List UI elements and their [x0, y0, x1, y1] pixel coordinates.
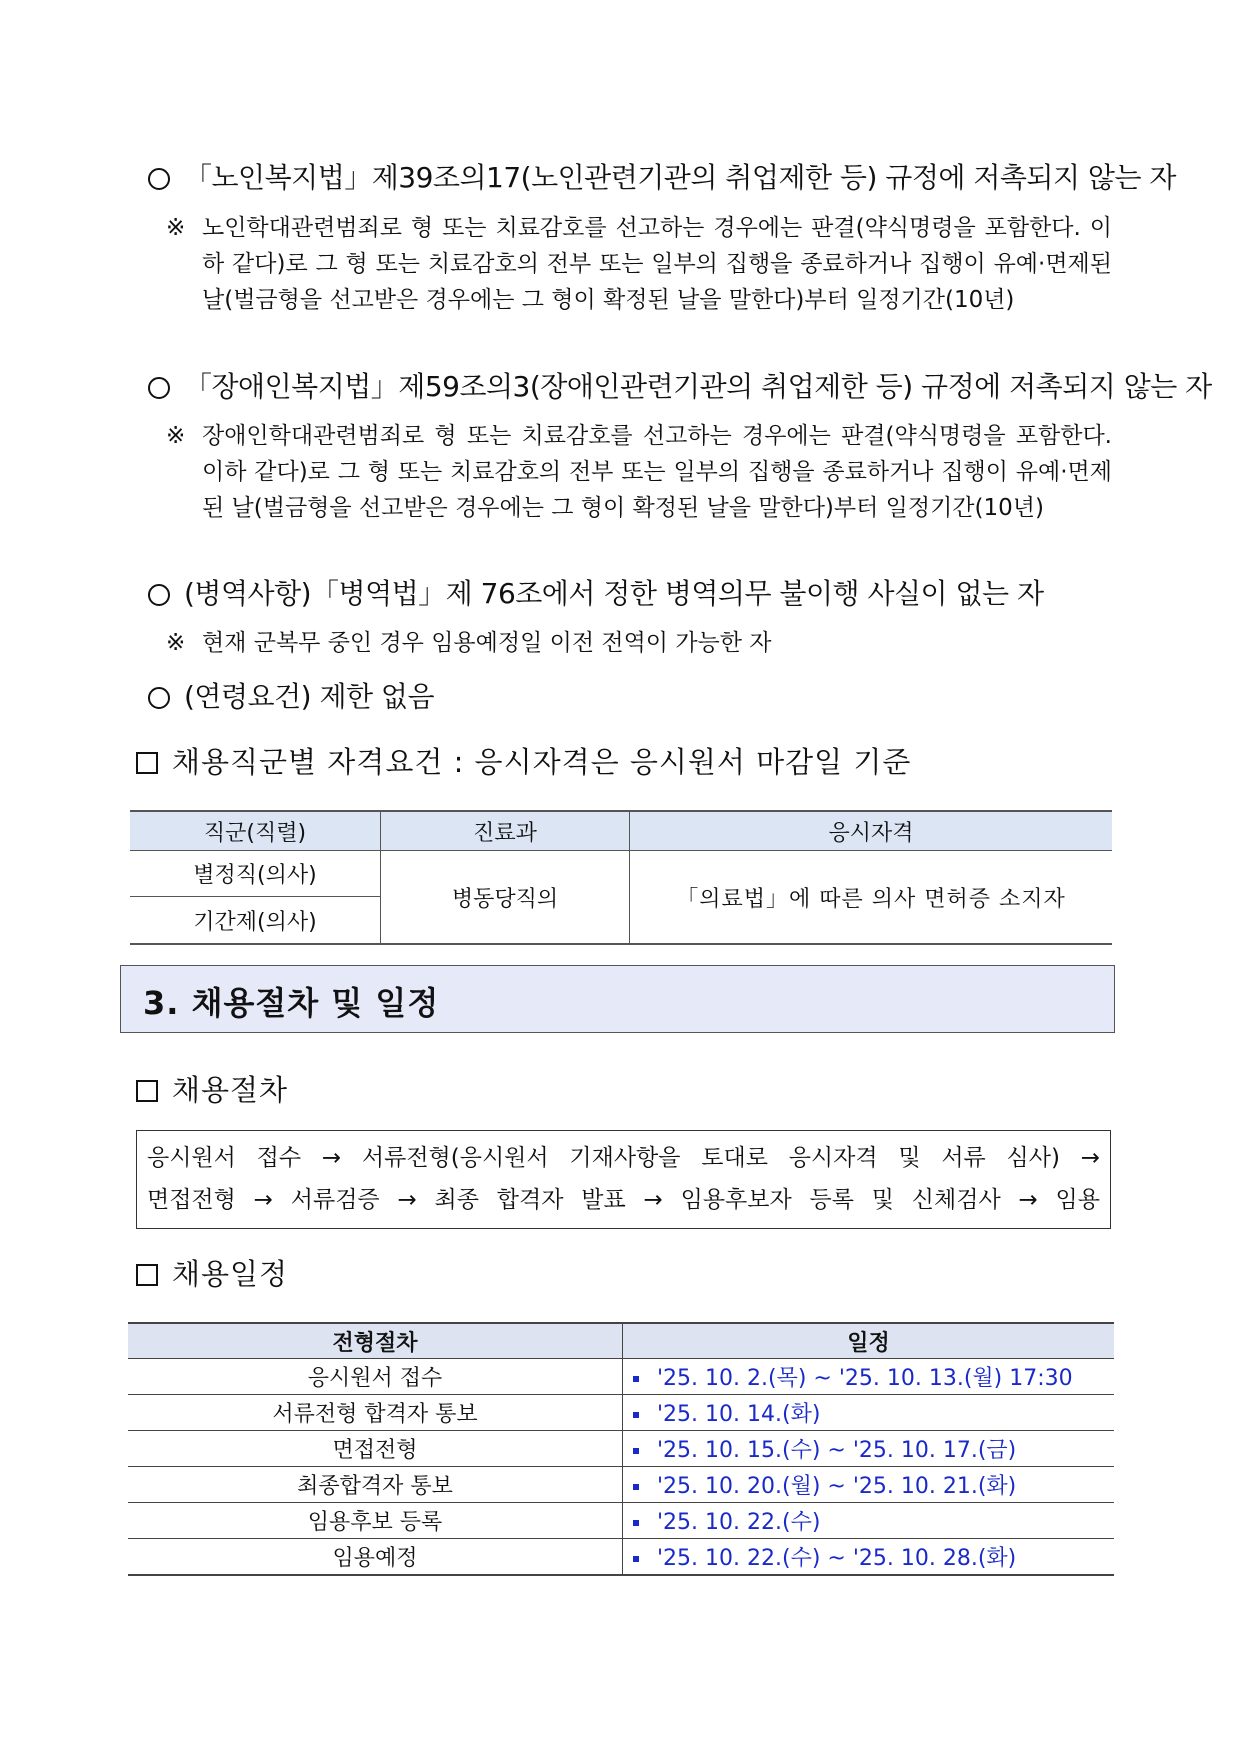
- square-bullet-icon: [633, 1376, 639, 1382]
- step-cell: 응시원서 접수: [128, 1359, 623, 1395]
- job-cell: 기간제(의사): [193, 909, 317, 935]
- table-header-row: [130, 811, 1112, 851]
- step-cell: 임용예정: [128, 1539, 623, 1576]
- square-bullet-icon: [633, 1520, 639, 1526]
- checkbox-square-icon: [136, 752, 158, 774]
- note-text: 현재 군복무 중인 경우 임용예정일 이전 전역이 가능한 자: [202, 630, 772, 656]
- note-text: 장애인학대관련범죄로 형 또는 치료감호를 선고하는 경우에는 판결(약식명령을 포함한다. 이하 같다)로 그 형 또는 치료감호의 전부 또는 일부의 집행을 종료하거나 집행이 유예·면제된 날(벌금형을 선고받은 경우에는 그 형이 확정된 날을 말한다)부터 일정기간(10년): [202, 423, 1112, 521]
- schedule-heading: [136, 1252, 288, 1293]
- date-text: '25. 10. 22.(수): [657, 1510, 821, 1535]
- date-cell: [623, 1431, 1115, 1467]
- checkbox-square-icon: [136, 1080, 158, 1102]
- bullet-text: (연령요건) 제한 없음: [184, 680, 435, 713]
- section-header-box: [120, 965, 1115, 1033]
- square-bullet-icon: [633, 1556, 639, 1562]
- procedure-line: 면접전형 → 서류검증 → 최종 합격자 발표 → 임용후보자 등록 및 신체검사 → 임용: [147, 1187, 1100, 1213]
- reference-mark-icon: ※: [166, 215, 186, 241]
- reference-mark-icon: ※: [166, 423, 186, 449]
- circle-bullet-icon: [148, 584, 170, 606]
- date-cell: [623, 1467, 1115, 1503]
- table-row: [128, 1359, 1114, 1395]
- header-cell: 직군(직렬): [130, 811, 381, 851]
- date-cell: [623, 1503, 1115, 1539]
- date-cell: [623, 1395, 1115, 1431]
- date-cell: [623, 1359, 1115, 1395]
- date-text: '25. 10. 2.(목) ~ '25. 10. 13.(월) 17:30: [657, 1366, 1073, 1391]
- date-text: '25. 10. 15.(수) ~ '25. 10. 17.(금): [657, 1438, 1017, 1463]
- circle-bullet-icon: [148, 687, 170, 709]
- header-cell: 일정: [623, 1323, 1115, 1359]
- table-row: [128, 1395, 1114, 1431]
- bullet-item-disability-welfare: [148, 365, 1212, 405]
- requirement-cell: 「의료법」에 따른 의사 면허증 소지자: [630, 851, 1113, 945]
- reference-mark-icon: ※: [166, 630, 186, 656]
- qualification-heading: [136, 740, 911, 781]
- square-bullet-icon: [633, 1484, 639, 1490]
- procedure-box: [136, 1130, 1111, 1229]
- table-row: [128, 1467, 1114, 1503]
- note-military: [166, 625, 1112, 661]
- checkbox-square-icon: [136, 1264, 158, 1286]
- header-cell: 응시자격: [630, 811, 1113, 851]
- bullet-item-elderly-welfare: [148, 156, 1176, 196]
- heading-text: 채용일정: [172, 1257, 289, 1291]
- step-cell: 서류전형 합격자 통보: [128, 1395, 623, 1431]
- table-row: [128, 1431, 1114, 1467]
- bullet-item-age: [148, 675, 434, 715]
- qualification-table: [130, 810, 1112, 945]
- note-disability-welfare: [166, 418, 1112, 526]
- header-cell: 전형절차: [128, 1323, 623, 1359]
- square-bullet-icon: [633, 1448, 639, 1454]
- procedure-heading: [136, 1068, 288, 1109]
- circle-bullet-icon: [148, 168, 170, 190]
- date-text: '25. 10. 14.(화): [657, 1402, 821, 1427]
- header-cell: 진료과: [381, 811, 630, 851]
- date-text: '25. 10. 22.(수) ~ '25. 10. 28.(화): [657, 1546, 1017, 1571]
- step-cell: 임용후보 등록: [128, 1503, 623, 1539]
- step-cell: 면접전형: [128, 1431, 623, 1467]
- table-header-row: [128, 1323, 1114, 1359]
- heading-text: 채용직군별 자격요건 : 응시자격은 응시원서 마감일 기준: [172, 745, 912, 779]
- date-cell: [623, 1539, 1115, 1576]
- table-row: [128, 1503, 1114, 1539]
- bullet-text: 「노인복지법」제39조의17(노인관련기관의 취업제한 등) 규정에 저촉되지 않는 자: [184, 161, 1176, 194]
- department-cell: 병동당직의: [381, 851, 630, 945]
- bullet-item-military: [148, 572, 1044, 612]
- date-text: '25. 10. 20.(월) ~ '25. 10. 21.(화): [657, 1474, 1017, 1499]
- job-cell: 별정직(의사): [130, 851, 381, 897]
- table-row: [130, 851, 1112, 897]
- table-row: [128, 1539, 1114, 1576]
- bullet-text: (병역사항)「병역법」제 76조에서 정한 병역의무 불이행 사실이 없는 자: [184, 577, 1044, 610]
- bullet-text: 「장애인복지법」제59조의3(장애인관련기관의 취업제한 등) 규정에 저촉되지 않는 자: [184, 370, 1212, 403]
- step-cell: 최종합격자 통보: [128, 1467, 623, 1503]
- square-bullet-icon: [633, 1412, 639, 1418]
- schedule-table: [128, 1322, 1114, 1576]
- note-text: 노인학대관련범죄로 형 또는 치료감호를 선고하는 경우에는 판결(약식명령을 포함한다. 이하 같다)로 그 형 또는 치료감호의 전부 또는 일부의 집행을 종료하거나 집행이 유예·면제된 날(벌금형을 선고받은 경우에는 그 형이 확정된 날을 말한다)부터 일정기간(10년): [202, 215, 1112, 313]
- circle-bullet-icon: [148, 377, 170, 399]
- procedure-line: 응시원서 접수 → 서류전형(응시원서 기재사항을 토대로 응시자격 및 서류 심사) →: [147, 1145, 1100, 1171]
- section-title: 3. 채용절차 및 일정: [143, 984, 440, 1022]
- heading-text: 채용절차: [172, 1073, 289, 1107]
- note-elderly-welfare: [166, 210, 1112, 318]
